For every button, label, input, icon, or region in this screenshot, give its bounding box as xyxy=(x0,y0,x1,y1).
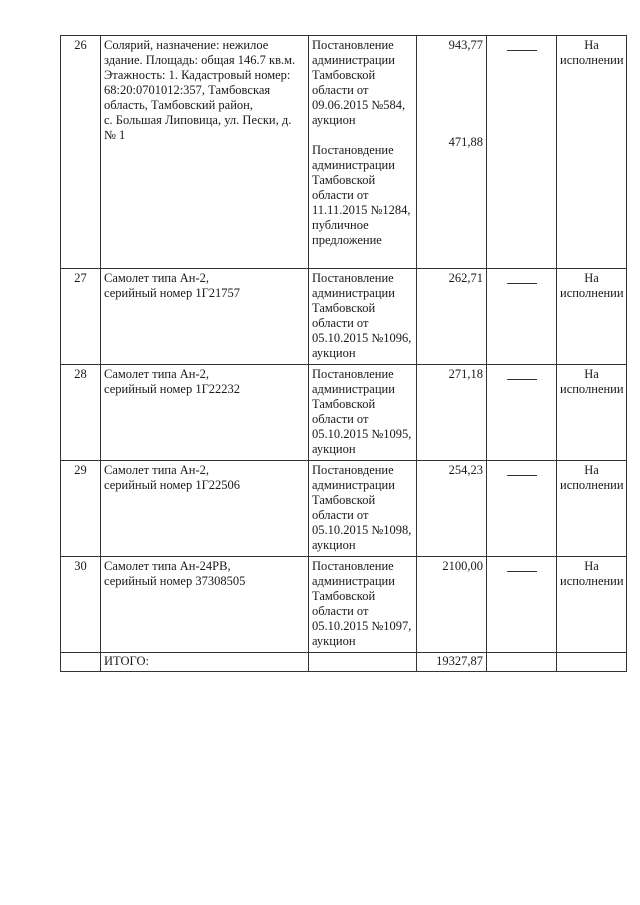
table-row xyxy=(61,269,627,365)
description-line: Самолет типа Ан-24РВ, xyxy=(104,559,231,573)
dash-mark xyxy=(507,475,537,476)
dash-mark xyxy=(507,571,537,572)
status-cell: На исполнении xyxy=(557,461,627,557)
dash-mark xyxy=(507,379,537,380)
total-amount: 19327,87 xyxy=(417,653,487,672)
decision-text: Постановление администрации Тамбовской области от 05.10.2015 №1095, аукцион xyxy=(312,367,412,456)
row-number: 26 xyxy=(61,36,101,269)
description-line: Самолет типа Ан-2, xyxy=(104,463,210,477)
description-line: с. Большая Липовица, ул. Пески, д. xyxy=(104,113,292,127)
description-line: серийный номер 37308505 xyxy=(104,574,246,588)
privatization-table xyxy=(60,35,627,672)
sale-amount xyxy=(417,557,487,653)
description-line: серийный номер 1Г22232 xyxy=(104,382,241,396)
object-description xyxy=(101,365,309,461)
object-description xyxy=(101,36,309,269)
decision-document xyxy=(309,36,417,269)
decision-text: Постановление администрации Тамбовской области от 09.06.2015 №584, аукцион xyxy=(312,38,406,127)
status-cell: На исполнении xyxy=(557,36,627,269)
status-cell: На исполнении xyxy=(557,557,627,653)
sale-amount xyxy=(417,269,487,365)
empty-cell xyxy=(487,461,557,557)
amount-value: 943,77 xyxy=(448,38,483,52)
empty-cell xyxy=(309,653,417,672)
table-row xyxy=(61,557,627,653)
description-line: Самолет типа Ан-2, xyxy=(104,271,210,285)
empty-cell xyxy=(61,653,101,672)
description-line: 68:20:0701012:357, Тамбовская xyxy=(104,83,271,97)
total-row xyxy=(61,653,627,672)
description-line: серийный номер 1Г21757 xyxy=(104,286,241,300)
empty-cell xyxy=(487,557,557,653)
description-line: Самолет типа Ан-2, xyxy=(104,367,210,381)
object-description xyxy=(101,461,309,557)
decision-document xyxy=(309,269,417,365)
empty-cell xyxy=(557,653,627,672)
amount-value: 254,23 xyxy=(448,463,483,477)
sale-amount xyxy=(417,365,487,461)
decision-text: Постановление администрации Тамбовской области от 05.10.2015 №1097, аукцион xyxy=(312,559,412,648)
sale-amount xyxy=(417,461,487,557)
empty-cell xyxy=(487,36,557,269)
description-line: здание. Площадь: общая 146.7 кв.м. xyxy=(104,53,296,67)
status-cell: На исполнении xyxy=(557,365,627,461)
decision-document xyxy=(309,557,417,653)
decision-document xyxy=(309,365,417,461)
dash-mark xyxy=(507,50,537,51)
row-number: 29 xyxy=(61,461,101,557)
table-row xyxy=(61,365,627,461)
object-description xyxy=(101,269,309,365)
description-line: Этажность: 1. Кадастровый номер: xyxy=(104,68,291,82)
decision-text: Постановление администрации Тамбовской области от 05.10.2015 №1096, аукцион xyxy=(312,271,412,360)
status-cell: На исполнении xyxy=(557,269,627,365)
empty-cell xyxy=(487,269,557,365)
row-number: 30 xyxy=(61,557,101,653)
row-number: 27 xyxy=(61,269,101,365)
object-description xyxy=(101,557,309,653)
sale-amount xyxy=(417,36,487,269)
amount-value: 262,71 xyxy=(448,271,483,285)
empty-cell xyxy=(487,365,557,461)
description-line: Солярий, назначение: нежилое xyxy=(104,38,269,52)
table-row xyxy=(61,36,627,269)
description-line: серийный номер 1Г22506 xyxy=(104,478,241,492)
amount-value: 2100,00 xyxy=(442,559,483,573)
dash-mark xyxy=(507,283,537,284)
empty-cell xyxy=(487,653,557,672)
decision-text: Постановдение администрации Тамбовской области от 05.10.2015 №1098, аукцион xyxy=(312,463,412,552)
description-line: область, Тамбовский район, xyxy=(104,98,253,112)
total-label: ИТОГО: xyxy=(101,653,309,672)
row-number: 28 xyxy=(61,365,101,461)
amount-value: 271,18 xyxy=(448,367,483,381)
decision-document xyxy=(309,461,417,557)
table-row xyxy=(61,461,627,557)
amount-value: 471,88 xyxy=(448,135,483,149)
decision-text: Постановдение администрации Тамбовской области от 11.11.2015 №1284, публичное предложение xyxy=(312,143,411,247)
description-line: № 1 xyxy=(104,128,126,142)
